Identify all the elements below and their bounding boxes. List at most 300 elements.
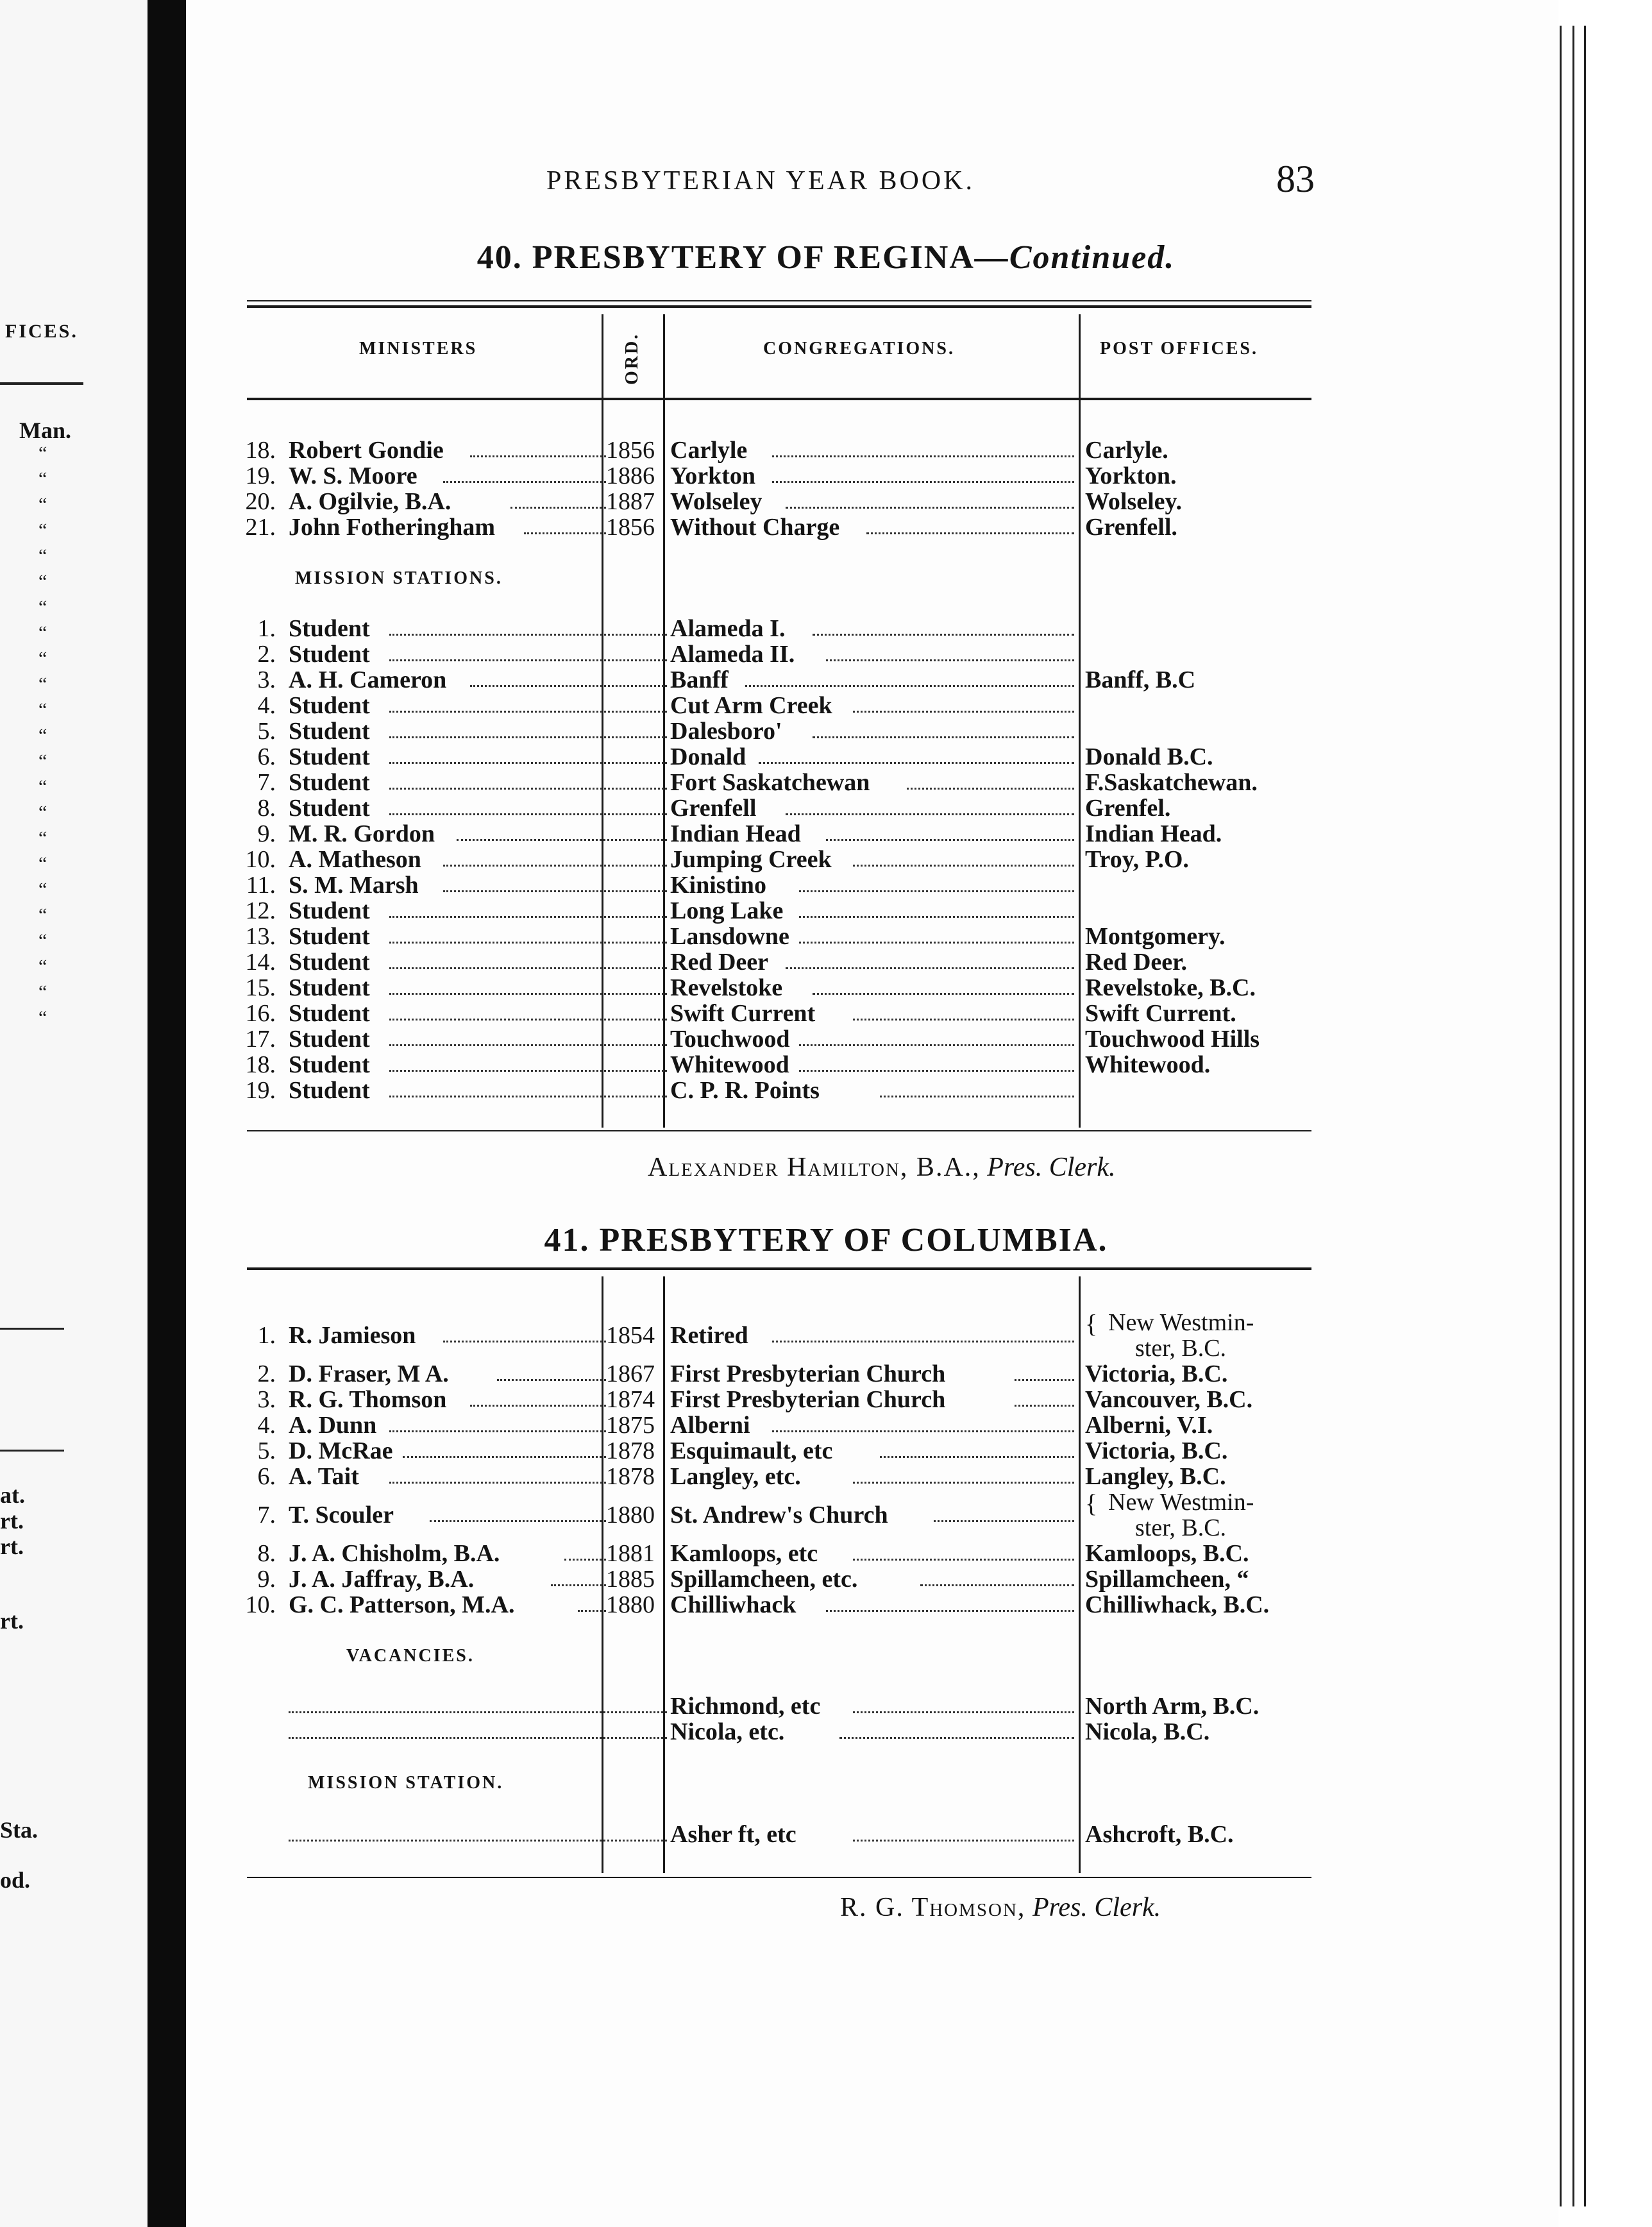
minister-name: Student: [289, 974, 370, 1001]
row-number: 7.: [257, 769, 276, 796]
row-number: 20.: [245, 488, 276, 515]
leader-dots: [443, 890, 667, 892]
minister-name: Student: [289, 615, 370, 642]
leader-dots: [443, 865, 667, 867]
left-fragment-word: rt.: [0, 1608, 24, 1634]
post-office: Ashcroft, B.C.: [1085, 1821, 1234, 1848]
congregation: St. Andrew's Church: [670, 1502, 888, 1528]
minister-name: M. R. Gordon: [289, 820, 435, 847]
leader-dots: [799, 1044, 1074, 1046]
columbia-vacancies-label: VACANCIES.: [346, 1646, 475, 1666]
rule: [247, 1877, 1311, 1878]
congregation: Esquimault, etc: [670, 1437, 833, 1464]
row-number: 11.: [246, 872, 276, 899]
brace-icon: {: [1085, 1489, 1098, 1518]
post-office: New Westmin-: [1108, 1489, 1254, 1516]
row-number: 4.: [257, 692, 276, 719]
congregation: Alameda II.: [670, 641, 795, 668]
leader-dots: [289, 1840, 667, 1842]
table-row: [0, 871, 1652, 897]
columbia-clerk-name: R. G. Thomson,: [840, 1893, 1026, 1922]
left-fragment-line: “: [38, 956, 47, 977]
row-number: 9.: [257, 1566, 276, 1593]
minister-name: Robert Gondie: [289, 437, 444, 464]
leader-dots: [826, 659, 1074, 661]
rule: [247, 300, 1311, 301]
table-row: [0, 1718, 1652, 1743]
minister-name: A. Ogilvie, B.A.: [289, 488, 451, 515]
leader-dots: [813, 993, 1074, 995]
minister-name: Student: [289, 795, 370, 822]
table-row: [0, 462, 1652, 487]
leader-dots: [772, 455, 1074, 457]
minister-name: Student: [289, 1077, 370, 1104]
congregation: Swift Current: [670, 1000, 816, 1027]
row-number: 10.: [245, 1591, 276, 1618]
rule: [247, 305, 1311, 308]
leader-dots: [524, 532, 606, 534]
leader-dots: [389, 813, 667, 815]
minister-name: W. S. Moore: [289, 462, 417, 489]
minister-name: T. Scouler: [289, 1502, 394, 1528]
congregation: First Presbyterian Church: [670, 1360, 946, 1387]
minister-name: Student: [289, 743, 370, 770]
left-fragment-word: rt.: [0, 1534, 24, 1559]
leader-dots: [853, 1840, 1074, 1842]
left-fragment-word: od.: [0, 1867, 31, 1893]
ordination-year: 1881: [606, 1540, 655, 1567]
table-row: [0, 1539, 1652, 1565]
minister-name: Student: [289, 1051, 370, 1078]
running-head: PRESBYTERIAN YEAR BOOK.: [546, 166, 975, 196]
ordination-year: 1887: [606, 488, 655, 515]
leader-dots: [389, 1070, 667, 1072]
columbia-title: 41. PRESBYTERY OF COLUMBIA.: [544, 1222, 1108, 1258]
congregation: First Presbyterian Church: [670, 1386, 946, 1413]
leader-dots: [853, 1711, 1074, 1713]
post-office: Vancouver, B.C.: [1085, 1386, 1253, 1413]
left-fragment-line: “: [38, 673, 47, 695]
post-office: Chilliwhack, B.C.: [1085, 1591, 1270, 1618]
leader-dots: [430, 1520, 606, 1522]
ordination-year: 1880: [606, 1502, 655, 1528]
columbia-clerk-title: Pres. Clerk.: [1032, 1893, 1161, 1922]
post-office: Langley, B.C.: [1085, 1463, 1226, 1490]
post-office: Montgomery.: [1085, 923, 1226, 950]
leader-dots: [389, 634, 667, 636]
leader-dots: [289, 1737, 667, 1739]
minister-name: Student: [289, 897, 370, 924]
row-number: 7.: [257, 1502, 276, 1528]
minister-name: John Fotheringham: [289, 514, 495, 541]
post-office: Kamloops, B.C.: [1085, 1540, 1249, 1567]
leader-dots: [403, 1456, 606, 1458]
row-number: 6.: [257, 743, 276, 770]
row-number: 16.: [245, 1000, 276, 1027]
post-office: Victoria, B.C.: [1085, 1437, 1228, 1464]
post-office: Donald B.C.: [1085, 743, 1213, 770]
leader-dots: [510, 507, 606, 509]
brace-icon: {: [1085, 1309, 1098, 1338]
leader-dots: [786, 967, 1074, 969]
left-fragment-rule: [0, 382, 83, 385]
table-row: [0, 436, 1652, 462]
leader-dots: [853, 1559, 1074, 1561]
regina-clerk-name: Alexander Hamilton, B.A.,: [648, 1153, 981, 1182]
row-number: 18.: [245, 1051, 276, 1078]
congregation: Grenfell: [670, 795, 757, 822]
page-number: 83: [1276, 158, 1315, 200]
row-number: 12.: [245, 897, 276, 924]
minister-name: Student: [289, 641, 370, 668]
left-fragment-line: “: [38, 981, 47, 1003]
table-row: [0, 743, 1652, 768]
row-number: 13.: [245, 923, 276, 950]
congregation: Revelstoke: [670, 974, 783, 1001]
row-number: 18.: [245, 437, 276, 464]
post-office: North Arm, B.C.: [1085, 1693, 1260, 1720]
table-row: [0, 922, 1652, 948]
post-office: Indian Head.: [1085, 820, 1222, 847]
congregation: Wolseley: [670, 488, 763, 515]
post-office: Victoria, B.C.: [1085, 1360, 1228, 1387]
congregation: Asher ft, etc: [670, 1821, 796, 1848]
post-office: Carlyle.: [1085, 437, 1168, 464]
leader-dots: [799, 916, 1074, 918]
leader-dots: [389, 967, 667, 969]
row-number: 19.: [245, 462, 276, 489]
col-ministers: MINISTERS: [359, 339, 478, 359]
leader-dots: [880, 1096, 1074, 1097]
left-fragment-line: “: [38, 494, 47, 515]
congregation: Kamloops, etc: [670, 1540, 818, 1567]
post-office: Grenfell.: [1085, 514, 1177, 541]
leader-dots: [470, 1405, 606, 1407]
congregation: Richmond, etc: [670, 1693, 821, 1720]
post-office: Troy, P.O.: [1085, 846, 1189, 873]
leader-dots: [799, 1070, 1074, 1072]
table-row: [0, 1437, 1652, 1462]
row-number: 21.: [245, 514, 276, 541]
leader-dots: [813, 736, 1074, 738]
post-office: Spillamcheen, “: [1085, 1566, 1249, 1593]
post-office: Red Deer.: [1085, 949, 1187, 976]
congregation: C. P. R. Points: [670, 1077, 820, 1104]
leader-dots: [772, 1341, 1074, 1342]
congregation: Dalesboro': [670, 718, 782, 745]
left-fragment-line: “: [38, 699, 47, 720]
congregation: Carlyle: [670, 437, 748, 464]
leader-dots: [799, 942, 1074, 944]
regina-title-text: 40. PRESBYTERY OF REGINA: [476, 239, 975, 276]
congregation: Retired: [670, 1322, 748, 1349]
left-fragment-line: “: [38, 879, 47, 900]
row-number: 5.: [257, 1437, 276, 1464]
ordination-year: 1878: [606, 1437, 655, 1464]
leader-dots: [853, 711, 1074, 713]
leader-dots: [389, 736, 667, 738]
congregation: Nicola, etc.: [670, 1718, 785, 1745]
table-row: [0, 1411, 1652, 1437]
left-fragment-line: “: [38, 571, 47, 592]
leader-dots: [389, 762, 667, 764]
edge-line: [1572, 26, 1574, 2206]
col-ord: ORD.: [622, 332, 642, 385]
post-office: Grenfel.: [1085, 795, 1171, 822]
table-row: [0, 487, 1652, 513]
table-row: [0, 845, 1652, 871]
congregation: Without Charge: [670, 514, 840, 541]
left-fragment-line: “: [38, 622, 47, 643]
left-fragment-word: Sta.: [0, 1817, 38, 1843]
table-row: [0, 717, 1652, 743]
row-number: 2.: [257, 641, 276, 668]
congregation: Fort Saskatchewan: [670, 769, 870, 796]
leader-dots: [799, 890, 1074, 892]
table-row: [0, 1051, 1652, 1076]
congregation: Long Lake: [670, 897, 784, 924]
leader-dots: [389, 659, 667, 661]
row-number: 5.: [257, 718, 276, 745]
leader-dots: [389, 1019, 667, 1020]
table-row: [0, 1076, 1652, 1102]
leader-dots: [853, 865, 1074, 867]
congregation: Banff: [670, 666, 729, 693]
left-fragment-line: “: [38, 520, 47, 541]
table-row: [0, 1692, 1652, 1718]
row-number: 8.: [257, 1540, 276, 1567]
leader-dots: [813, 634, 1074, 636]
ordination-year: 1880: [606, 1591, 655, 1618]
leader-dots: [759, 762, 1074, 764]
left-fragment-line: “: [38, 545, 47, 566]
post-office: Swift Current.: [1085, 1000, 1236, 1027]
congregation: Chilliwhack: [670, 1591, 796, 1618]
minister-name: A. Matheson: [289, 846, 421, 873]
ordination-year: 1856: [606, 437, 655, 464]
congregation: Langley, etc.: [670, 1463, 801, 1490]
table-row: [0, 948, 1652, 974]
table-row: [0, 1591, 1652, 1616]
post-office: Touchwood Hills: [1085, 1026, 1260, 1053]
minister-name: D. McRae: [289, 1437, 393, 1464]
leader-dots: [389, 1044, 667, 1046]
minister-name: Student: [289, 692, 370, 719]
ordination-year: 1867: [606, 1360, 655, 1387]
leader-dots: [564, 1559, 606, 1561]
congregation: Indian Head: [670, 820, 801, 847]
left-fragment-line: “: [38, 597, 47, 618]
ordination-year: 1886: [606, 462, 655, 489]
row-number: 3.: [257, 666, 276, 693]
post-office: Yorkton.: [1085, 462, 1177, 489]
row-number: 1.: [257, 1322, 276, 1349]
leader-dots: [470, 685, 667, 687]
leader-dots: [389, 993, 667, 995]
columbia-mission-label: MISSION STATION.: [308, 1773, 504, 1793]
left-fragment-line: “: [38, 802, 47, 823]
post-office: Whitewood.: [1085, 1051, 1211, 1078]
post-office: F.Saskatchewan.: [1085, 769, 1258, 796]
ordination-year: 1874: [606, 1386, 655, 1413]
congregation: Touchwood: [670, 1026, 790, 1053]
congregation: Alameda I.: [670, 615, 786, 642]
leader-dots: [389, 1430, 606, 1432]
row-number: 14.: [245, 949, 276, 976]
congregation: Cut Arm Creek: [670, 692, 832, 719]
congregation: Whitewood: [670, 1051, 789, 1078]
leader-dots: [389, 942, 667, 944]
leader-dots: [289, 1711, 667, 1713]
congregation: Lansdowne: [670, 923, 789, 950]
ordination-year: 1878: [606, 1463, 655, 1490]
minister-name: A. Dunn: [289, 1412, 377, 1439]
regina-clerk: [648, 1152, 1116, 1183]
minister-name: S. M. Marsh: [289, 872, 419, 899]
table-row: [0, 614, 1652, 640]
left-fragment-line: “: [38, 827, 47, 849]
ordination-year: 1854: [606, 1322, 655, 1349]
post-office: New Westmin-: [1108, 1309, 1254, 1336]
leader-dots: [907, 788, 1074, 790]
row-number: 8.: [257, 795, 276, 822]
regina-title-suffix: —Continued.: [974, 239, 1176, 276]
table-row: [0, 768, 1652, 794]
leader-dots: [497, 1379, 606, 1381]
post-office: Revelstoke, B.C.: [1085, 974, 1256, 1001]
minister-name: J. A. Jaffray, B.A.: [289, 1566, 475, 1593]
row-number: 4.: [257, 1412, 276, 1439]
minister-name: D. Fraser, M A.: [289, 1360, 449, 1387]
rule: [247, 1267, 1311, 1270]
left-fragment-line: “: [38, 750, 47, 772]
post-office: Banff, B.C: [1085, 666, 1196, 693]
leader-dots: [1015, 1379, 1074, 1381]
left-fragment-line: “: [38, 443, 47, 464]
table-row: [0, 691, 1652, 717]
table-row: [0, 1025, 1652, 1051]
leader-dots: [853, 1019, 1074, 1020]
left-fragment-line: “: [38, 648, 47, 669]
leader-dots: [389, 916, 667, 918]
regina-mission-label: MISSION STATIONS.: [295, 568, 503, 588]
row-number: 3.: [257, 1386, 276, 1413]
table-row: [0, 640, 1652, 666]
leader-dots: [457, 839, 667, 841]
leader-dots: [389, 1482, 606, 1484]
minister-name: A. H. Cameron: [289, 666, 447, 693]
left-fragment-line: “: [38, 1007, 47, 1028]
left-fragment-word: at.: [0, 1482, 25, 1508]
row-number: 17.: [245, 1026, 276, 1053]
leader-dots: [880, 1456, 1074, 1458]
leader-dots: [839, 1737, 1074, 1739]
leader-dots: [786, 813, 1074, 815]
leader-dots: [389, 711, 667, 713]
congregation: Red Deer: [670, 949, 768, 976]
rule: [247, 1130, 1311, 1131]
table-row: [0, 666, 1652, 691]
left-fragment-line: “: [38, 853, 47, 874]
left-fragment-word: rt.: [0, 1508, 24, 1534]
book-spine: [148, 0, 186, 2227]
leader-dots: [826, 839, 1074, 841]
row-number: 9.: [257, 820, 276, 847]
table-row: [0, 794, 1652, 820]
table-row: [0, 1309, 1652, 1362]
post-office: Wolseley.: [1085, 488, 1182, 515]
minister-name: Student: [289, 1026, 370, 1053]
minister-name: J. A. Chisholm, B.A.: [289, 1540, 500, 1567]
congregation: Kinistino: [670, 872, 766, 899]
congregation: Donald: [670, 743, 746, 770]
left-fragment-header: FICES.: [5, 321, 78, 342]
minister-name: Student: [289, 1000, 370, 1027]
table-row: [0, 1360, 1652, 1385]
row-number: 10.: [245, 846, 276, 873]
left-fragment-line: “: [38, 930, 47, 951]
ordination-year: 1885: [606, 1566, 655, 1593]
minister-name: A. Tait: [289, 1463, 359, 1490]
row-number: 15.: [245, 974, 276, 1001]
table-row: [0, 513, 1652, 539]
leader-dots: [853, 1482, 1074, 1484]
ordination-year: 1856: [606, 514, 655, 541]
post-office: Nicola, B.C.: [1085, 1718, 1210, 1745]
leader-dots: [551, 1584, 606, 1586]
leader-dots: [443, 1341, 606, 1342]
leader-dots: [389, 1096, 667, 1097]
row-number: 19.: [245, 1077, 276, 1104]
col-congregations: CONGREGATIONS.: [763, 339, 955, 359]
congregation: Alberni: [670, 1412, 750, 1439]
congregation: Jumping Creek: [670, 846, 832, 873]
leader-dots: [786, 507, 1074, 509]
edge-line: [1584, 26, 1586, 2206]
leader-dots: [470, 455, 606, 457]
regina-title: [0, 239, 1652, 276]
row-number: 1.: [257, 615, 276, 642]
leader-dots: [866, 532, 1074, 534]
post-office-cont: ster, B.C.: [1135, 1335, 1227, 1362]
leader-dots: [772, 481, 1074, 483]
left-fragment-line: “: [38, 904, 47, 926]
header-rule: [247, 398, 1311, 400]
leader-dots: [1015, 1405, 1074, 1407]
left-fragment-line: “: [38, 468, 47, 489]
table-row: [0, 1462, 1652, 1488]
left-fragment-line: “: [38, 725, 47, 746]
minister-name: R. G. Thomson: [289, 1386, 447, 1413]
regina-clerk-title: Pres. Clerk.: [987, 1153, 1116, 1182]
leader-dots: [745, 685, 1074, 687]
leader-dots: [826, 1610, 1074, 1612]
table-row: [0, 999, 1652, 1025]
leader-dots: [389, 788, 667, 790]
columbia-clerk: [840, 1892, 1161, 1923]
table-row: [0, 1385, 1652, 1411]
col-post-offices: POST OFFICES.: [1100, 339, 1258, 359]
congregation: Spillamcheen, etc.: [670, 1566, 858, 1593]
congregation: Yorkton: [670, 462, 756, 489]
ordination-year: 1875: [606, 1412, 655, 1439]
minister-name: Student: [289, 949, 370, 976]
leader-dots: [934, 1520, 1074, 1522]
table-row: [0, 1820, 1652, 1846]
post-office-cont: ster, B.C.: [1135, 1514, 1227, 1541]
table-row: [0, 820, 1652, 845]
leader-dots: [578, 1610, 606, 1612]
